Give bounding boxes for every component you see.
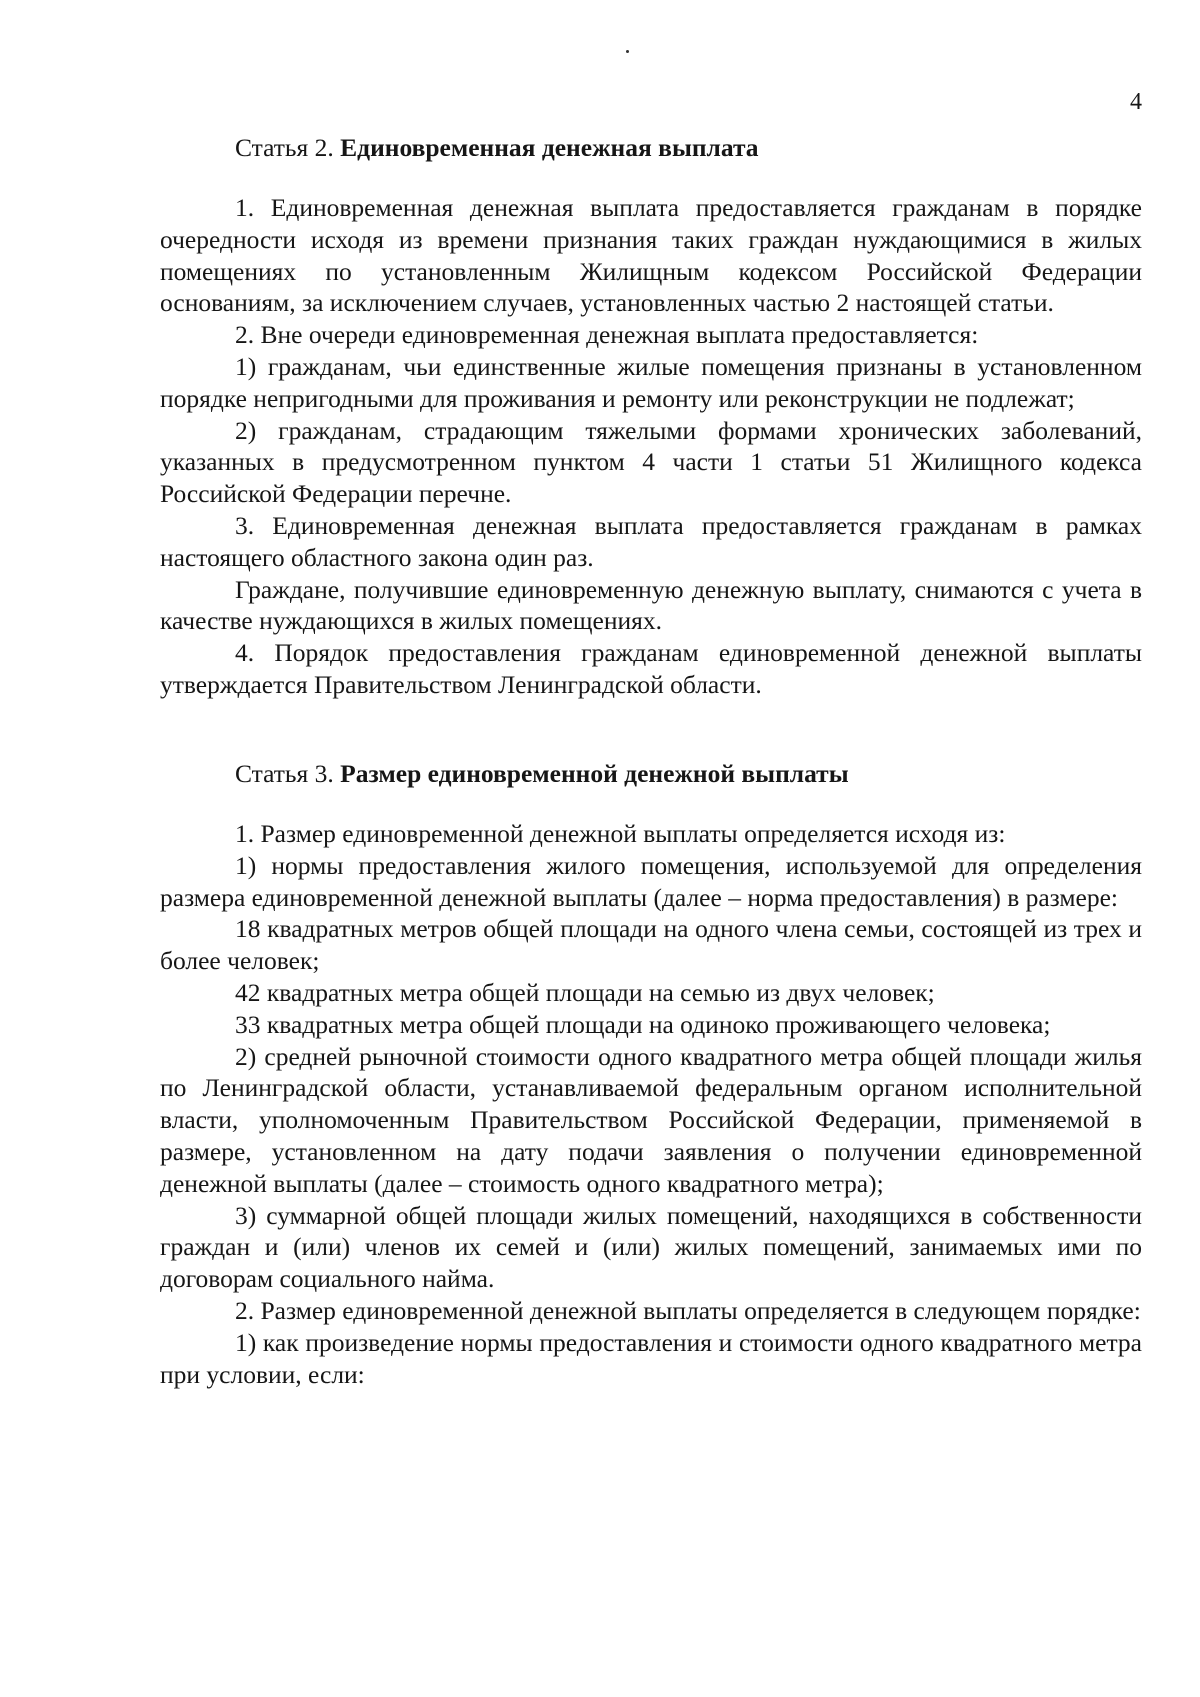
paragraph: 1. Размер единовременной денежной выплаты определяется исходя из:: [235, 819, 1006, 848]
paragraph: 2) средней рыночной стоимости одного квадратного метра общей площади жилья по Ленинградской области, устанавливаемой федеральным органом исполнительной власти, уполномоченным Правительством Российской Федерации, применяемой в размере, установленном на дату подачи заявления о получении единовременной денежной выплаты (далее – стоимость одного квадратного метра);: [160, 1041, 1142, 1198]
article-2-heading: [160, 132, 759, 164]
paragraph: 1. Единовременная денежная выплата предоставляется гражданам в порядке очередности исходя из времени признания таких граждан нуждающимися в жилых помещениях по установленным Жилищным кодексом Российской Федерации основаниям, за исключением случаев, установленных частью 2 настоящей статьи.: [160, 193, 1142, 318]
article-3-heading: [160, 758, 849, 790]
article-3-title: Размер единовременной денежной выплаты: [340, 759, 849, 788]
article-3-body: [160, 818, 1142, 1390]
article-2-label: Статья 2.: [235, 133, 334, 162]
paragraph: 18 квадратных метров общей площади на одного члена семьи, состоящей из трех и более человек;: [160, 914, 1142, 976]
paragraph: 1) гражданам, чьи единственные жилые помещения признаны в установленном порядке непригодными для проживания и ремонту или реконструкции не подлежат;: [160, 351, 1142, 413]
article-2-body: [160, 192, 1142, 701]
paragraph: 2. Вне очереди единовременная денежная выплата предоставляется:: [235, 320, 979, 350]
article-2-title: Единовременная денежная выплата: [340, 133, 759, 162]
paragraph: 3. Единовременная денежная выплата предоставляется гражданам в рамках настоящего областного закона один раз.: [160, 510, 1142, 572]
paragraph: 2) гражданам, страдающим тяжелыми формами хронических заболеваний, указанных в предусмотренном пунктом 4 части 1 статьи 51 Жилищного кодекса Российской Федерации перечне.: [160, 415, 1142, 509]
paragraph: 33 квадратных метра общей площади на одиноко проживающего человека;: [235, 1009, 1051, 1039]
page-number: 4: [1130, 89, 1142, 115]
paragraph: 1) как произведение нормы предоставления и стоимости одного квадратного метра при условии, если:: [160, 1327, 1142, 1389]
paragraph: 1) нормы предоставления жилого помещения, используемой для определения размера единовременной денежной выплаты (далее – норма предоставления) в размере:: [160, 850, 1142, 912]
paragraph: 4. Порядок предоставления гражданам единовременной денежной выплаты утверждается Правительством Ленинградской области.: [160, 638, 1142, 699]
paragraph: 3) суммарной общей площади жилых помещений, находящихся в собственности граждан и (или) членов их семей и (или) жилых помещений, занимаемых ими по договорам социального найма.: [160, 1200, 1142, 1294]
paragraph: 42 квадратных метра общей площади на семью из двух человек;: [235, 977, 935, 1007]
article-3-label: Статья 3.: [235, 759, 334, 788]
paragraph: Граждане, получившие единовременную денежную выплату, снимаются с учета в качестве нуждающихся в жилых помещениях.: [160, 574, 1142, 636]
paragraph: 2. Размер единовременной денежной выплаты определяется в следующем порядке:: [235, 1295, 1141, 1325]
scan-speck: [626, 50, 629, 53]
